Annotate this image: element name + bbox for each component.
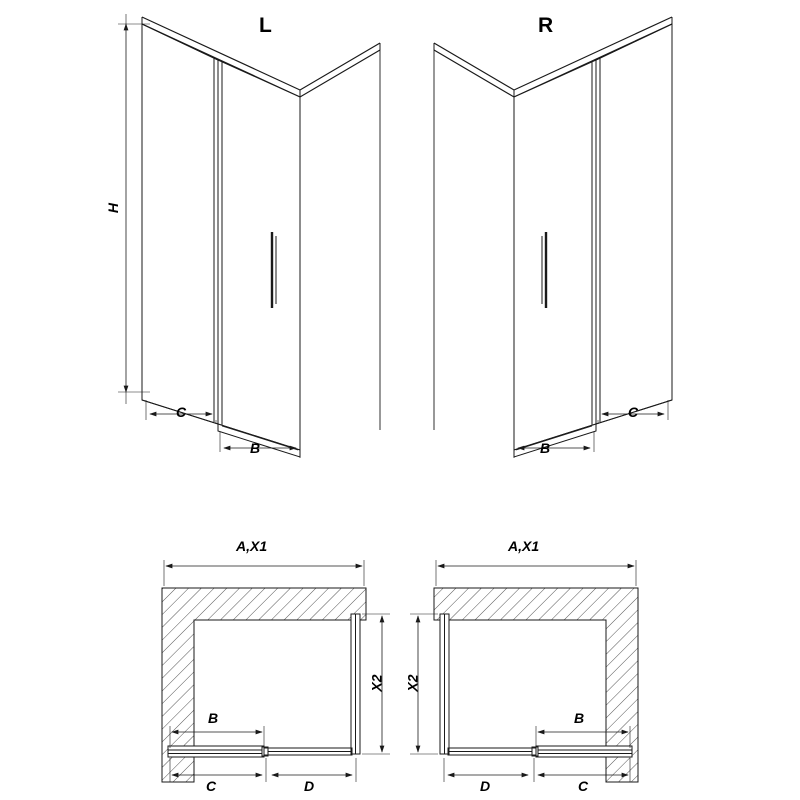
plan-right-view [410, 560, 638, 782]
variant-label-right: R [538, 14, 554, 37]
dimension-label-ax1-plan-left: A,X1 [236, 538, 268, 554]
dimension-label-c-right-elevation: C [628, 404, 639, 420]
dimension-label-b-plan-right: B [574, 710, 585, 726]
dimension-label-c-left-elevation: C [176, 404, 187, 420]
dimension-label-ax1-plan-right: A,X1 [508, 538, 540, 554]
dimension-label-x2-plan-left: X2 [368, 674, 385, 692]
plan-left-view [162, 560, 390, 782]
dimension-label-c-plan-left: C [206, 778, 217, 794]
dimension-label-d-plan-left: D [304, 778, 315, 794]
dimension-label-c-plan-right: C [578, 778, 589, 794]
dimension-label-b-plan-left: B [208, 710, 219, 726]
dimension-label-x2-plan-right: X2 [404, 674, 421, 692]
dimension-label-h: H [105, 202, 122, 214]
dimension-label-b-left-elevation: B [250, 440, 261, 456]
variant-label-left: L [259, 14, 273, 37]
dimension-label-d-plan-right: D [480, 778, 491, 794]
elevation-left-view [118, 14, 380, 458]
dimension-label-b-right-elevation: B [540, 440, 551, 456]
elevation-right-view [434, 17, 672, 458]
